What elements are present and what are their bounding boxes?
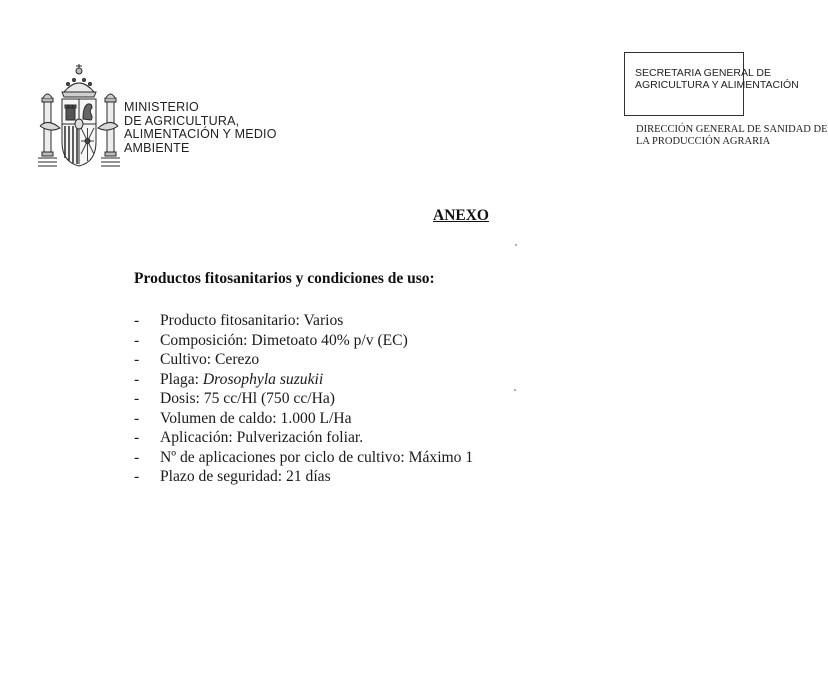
secretaria-box [624,52,799,116]
item-value: 21 días [286,468,331,485]
item-value: Dimetoato 40% p/v (EC) [251,331,408,349]
ministry-line: MINISTERIO [124,100,199,114]
bullet-dash: - [134,390,140,407]
bullet-dash: - [134,448,140,466]
direccion-line: DIRECCIÓN GENERAL DE SANIDAD DE [636,124,828,135]
list-item [134,448,473,468]
item-value: Cerezo [215,351,260,368]
item-label: Composición: [160,331,248,349]
bullet-dash: - [134,370,140,388]
ministry-name [124,101,277,155]
item-label: Cultivo: [160,351,212,368]
list-item [134,389,473,409]
ministry-line: DE AGRICULTURA, [124,113,240,128]
bullet-dash: - [134,351,140,368]
annex-heading: Productos fitosanitarios y condiciones de uso: [134,270,435,287]
secretaria-line: AGRICULTURA Y ALIMENTACIÓN [635,78,799,91]
ministry-line: ALIMENTACIÓN Y MEDIO [124,127,277,141]
direccion-line: LA PRODUCCIÓN AGRARIA [636,136,771,147]
list-item [134,331,473,351]
item-label: Volumen de caldo: [160,409,277,427]
item-label: Producto fitosanitario: [160,312,300,329]
item-label: Plaga: [160,370,199,388]
list-item [134,409,473,429]
item-value: Varios [303,312,344,329]
direccion-general [636,124,828,148]
item-value: 1.000 L/Ha [280,409,352,427]
item-label: Nº de aplicaciones por ciclo de cultivo: [160,448,405,466]
item-value: Pulverización foliar. [236,429,364,446]
conditions-list [134,311,473,487]
coat-of-arms-emblem [38,58,120,170]
scan-speck [514,389,516,391]
bullet-dash: - [134,409,140,427]
bullet-dash: - [134,429,140,446]
item-value: Máximo 1 [408,448,474,466]
annex-title: ANEXO [433,207,489,224]
list-item [134,311,473,331]
item-value: 75 cc/Hl (750 cc/Ha) [203,390,335,407]
item-label: Plazo de seguridad: [160,468,283,485]
item-label: Dosis: [160,390,200,407]
secretaria-line: SECRETARIA GENERAL DE [635,67,771,79]
scan-speck [515,244,517,246]
bullet-dash: - [134,312,140,329]
list-item [134,467,473,487]
list-item [134,370,473,390]
bullet-dash: - [134,331,140,349]
list-item [134,350,473,370]
item-label: Aplicación: [160,429,233,446]
bullet-dash: - [134,468,140,485]
ministry-line: AMBIENTE [124,140,190,155]
list-item [134,428,473,448]
item-value-italic: Drosophyla suzukii [202,370,324,388]
